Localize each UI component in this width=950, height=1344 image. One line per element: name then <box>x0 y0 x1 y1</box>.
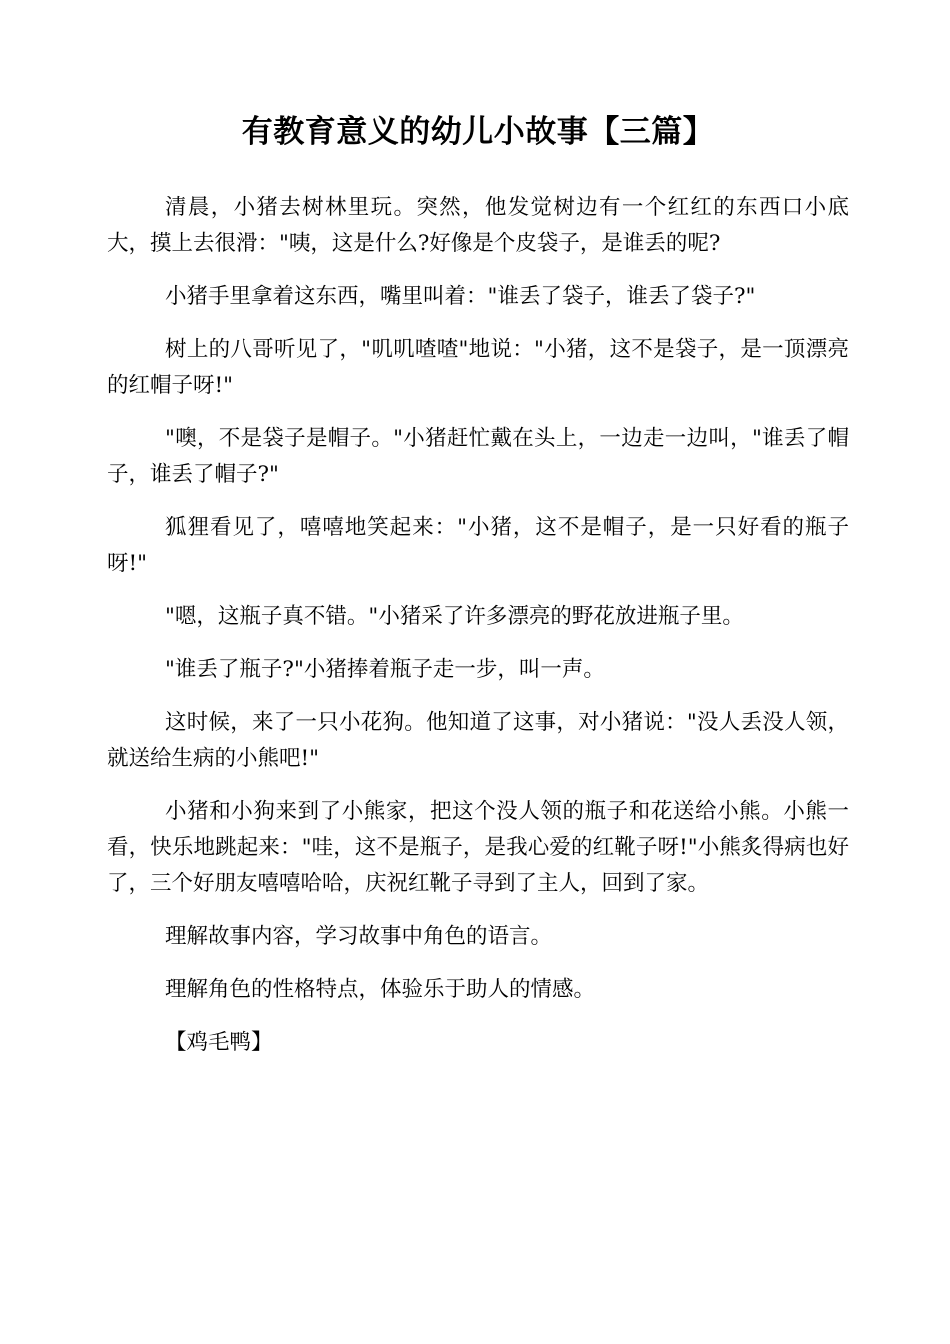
paragraph-1: 清晨，小猪去树林里玩。突然，他发觉树边有一个红红的东西口小底大，摸上去很滑："咦，这是什么?好像是个皮袋子，是谁丢的呢? <box>107 195 849 256</box>
document-title: 有教育意义的幼儿小故事【三篇】 <box>241 114 715 150</box>
paragraph-3: 树上的八哥听见了，"叽叽喳喳"地说："小猪，这不是袋子，是一顶漂亮的红帽子呀!" <box>107 337 849 398</box>
paragraph-7: "谁丢了瓶子?"小猪捧着瓶子走一步，叫一声。 <box>165 657 605 682</box>
paragraph-6: "嗯，这瓶子真不错。"小猪采了许多漂亮的野花放进瓶子里。 <box>165 604 744 629</box>
document-page <box>107 104 849 1078</box>
paragraph-2: 小猪手里拿着这东西，嘴里叫着："谁丢了袋子，谁丢了袋子?" <box>165 284 756 309</box>
paragraph-9: 小猪和小狗来到了小熊家，把这个没人领的瓶子和花送给小熊。小熊一看，快乐地跳起来："哇，这不是瓶子，是我心爱的红靴子呀!"小熊炙得病也好了，三个好朋友嘻嘻哈哈，庆祝红靴子寻到了主人，回到了家。 <box>107 799 849 896</box>
paragraph-11: 理解角色的性格特点，体验乐于助人的情感。 <box>165 977 596 1002</box>
paragraph-10: 理解故事内容，学习故事中角色的语言。 <box>165 924 553 949</box>
paragraph-4: "噢，不是袋子是帽子。"小猪赶忙戴在头上，一边走一边叫，"谁丢了帽子，谁丢了帽子?" <box>107 426 849 487</box>
paragraph-5: 狐狸看见了，嘻嘻地笑起来："小猪，这不是帽子，是一只好看的瓶子呀!" <box>107 515 849 576</box>
paragraph-8: 这时候，来了一只小花狗。他知道了这事，对小猪说："没人丢没人领，就送给生病的小熊吧!" <box>107 710 849 771</box>
section-heading-chicken-feather-duck: 【鸡毛鸭】 <box>165 1030 273 1055</box>
